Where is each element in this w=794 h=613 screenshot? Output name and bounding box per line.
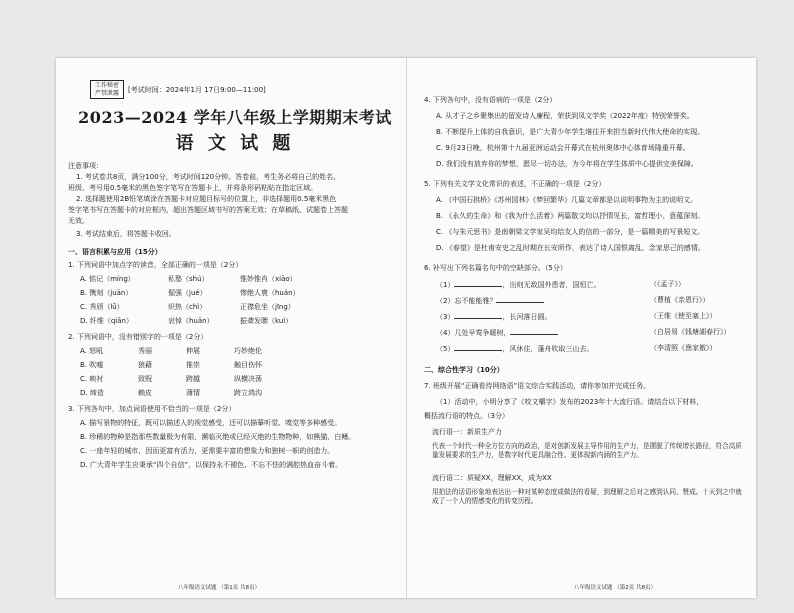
question-stem: 5. 下列有关文学文化常识的表述，不正确的一项是（2分） xyxy=(424,180,606,188)
quote-source: （王维《使至塞上》） xyxy=(650,312,717,320)
question-stem: 3. 下列各句中，加点词语使用不恰当的一项是（2分） xyxy=(68,405,236,413)
question-stem: 7. 班级开展“正确看待网络语”语文综合实践活动，请你参加并完成任务。 xyxy=(424,382,651,390)
item-number: （1） xyxy=(436,281,455,289)
question-stem: 2. 下列词语中，没有错别字的一项是（2分） xyxy=(68,333,208,341)
task-text: （1）活动中，小明分享了《咬文嚼字》发布的2023年十大流行语。请结合以下材料， xyxy=(436,398,704,406)
line-text: 几处早莺争暖树， xyxy=(454,329,511,337)
notice-line: 2. 选择题使用2B铅笔填涂在答题卡对应题目标号的位置上，非选择题用0.5毫米黑色 xyxy=(76,195,337,203)
quote-source: （《孟子》） xyxy=(650,280,685,288)
notice-line: 1. 考试卷共8页，满分100分，考试时间120分钟。答卷前，考生务必将自己的姓名、 xyxy=(76,173,341,181)
fill-blank-line xyxy=(436,296,544,306)
option: A. 怒吼 xyxy=(80,347,104,355)
item-title: 流行语二：质疑XX，理解XX，成为XX xyxy=(432,474,552,482)
exam-time: [考试时间：2024年1月 17日9:00—11:00] xyxy=(128,86,266,94)
item-number: （3） xyxy=(436,313,455,321)
answer-blank[interactable] xyxy=(454,312,502,319)
quote-source: （白居易《钱塘湖春行》） xyxy=(650,328,731,336)
option: D. 《春望》是杜甫安史之乱时期在长安所作，表达了诗人国恨离乱、念家思己的感情。 xyxy=(436,244,705,252)
item-number: （5） xyxy=(436,345,455,353)
quote-source: （李清照《渔家傲》） xyxy=(650,344,717,352)
option: 哀悼（huān） xyxy=(168,317,214,325)
option: D. 广大青年学生应秉承“四个自信”，以保持永不褪色、不忘不怯的满腔热血奋斗着。 xyxy=(80,461,343,469)
option: B. 《永久的生命》和《我为什么活着》两篇散文均以抒情见长，富哲理小、意蕴深刻。 xyxy=(436,212,705,220)
option: A. 描写景物的特征，既可以描述人的视觉感受，还可以描摹听觉、嗅觉等多种感受。 xyxy=(80,419,342,427)
option: 私塾（shú） xyxy=(168,275,209,283)
fill-blank-line xyxy=(436,280,600,290)
task-text: 概括流行语的特点。（3分） xyxy=(424,412,509,420)
seal-line: 严禁泄露 xyxy=(94,89,119,97)
answer-blank[interactable] xyxy=(454,344,502,351)
option: 赖皮 xyxy=(138,389,152,397)
option: 正襟危坐（jīng） xyxy=(240,303,295,311)
fill-blank-line xyxy=(436,344,593,354)
confidential-seal xyxy=(90,80,124,99)
notice-heading: 注意事项： xyxy=(68,162,103,170)
question-stem: 4. 下列各句中，没有语病的一项是（2分） xyxy=(424,96,557,104)
item-number: （2） xyxy=(436,297,455,305)
option: 秀丽 xyxy=(138,347,152,355)
option: C. 映衬 xyxy=(80,375,104,383)
option: B. 镌刻（juān） xyxy=(80,289,133,297)
option: 惟妙惟肖（xiāo） xyxy=(240,275,297,283)
option: 伸展 xyxy=(186,347,200,355)
exam-sheet xyxy=(56,58,756,598)
seal-line: 工作秘密 xyxy=(94,82,119,89)
item-body: 代表一个时代一种全方位方向的政治，是对创新发展主导作用的生产力，是摆脱了传统增长路径，符合高质量发展要求的生产力，是数字时代更具融合性、更体现新内涵的生产力。 xyxy=(432,442,742,459)
item-title: 流行语一：新质生产力 xyxy=(432,428,502,436)
page-footer: 八年级语文试题 （第1页 共8页） xyxy=(178,584,260,591)
option: D. 缔造 xyxy=(80,389,104,397)
option: 炽热（chì） xyxy=(168,303,207,311)
answer-blank[interactable] xyxy=(496,296,544,303)
question-stem: 6. 补写出下列名篇名句中的空缺部分。（5分） xyxy=(424,264,567,272)
fill-blank-line xyxy=(436,312,551,322)
page-footer: 八年级语文试题 （第2页 共8页） xyxy=(574,584,656,591)
quote-source: （曹植《亲恩行》） xyxy=(650,296,710,304)
right-page xyxy=(424,68,750,596)
option: A. 铭记（míng） xyxy=(80,275,135,283)
option: 振聋发聩（kuì） xyxy=(240,317,293,325)
option: D. 纤维（qiān） xyxy=(80,317,133,325)
fill-blank-line xyxy=(436,328,558,338)
option: 巧妙绝伦 xyxy=(234,347,262,355)
notice-line: 签字笔书写在答题卡的对应框内，超出答题区域书写的答案无效；在草稿纸、试题卷上答题 xyxy=(68,206,348,214)
notice-line: 无效。 xyxy=(68,217,89,225)
option: 推崇 xyxy=(186,361,200,369)
section-heading: 二、综合性学习（10分） xyxy=(424,366,504,374)
option: B. 吹嘘 xyxy=(80,361,104,369)
exam-subtitle: 语 文 试 题 xyxy=(175,133,295,154)
answer-blank[interactable] xyxy=(510,328,558,335)
option: B. 珍稀的物种是指那些数量极为有限，濒临灭绝或已经灭绝的生物物种，如熊猫、白鳍。 xyxy=(80,433,356,441)
option: 跨越 xyxy=(186,375,200,383)
answer-blank[interactable] xyxy=(454,280,502,287)
option: C. 《与朱元思书》是南朝梁文学家吴均给友人的信的一部分，是一篇精美的写景短文。 xyxy=(436,228,705,236)
exam-title: 2023—2024 学年八年级上学期期末考试 xyxy=(78,108,392,127)
option: C. 9月23日晚，杭州第十九届亚洲运动会开幕式在杭州奥体中心体育场隆重开幕。 xyxy=(436,144,690,152)
item-body: 用拍法的话语形象地表达出一种对某种态度或做法的看疑，到理解之后对之感到认同、赞成。十天到之中就成了一个人的情感变化的转变历程。 xyxy=(432,488,742,505)
option: 惨绝人寰（huán） xyxy=(240,289,300,297)
line-text: 忘不能能雅？ xyxy=(454,297,497,305)
option: D. 我们没有放弃你的梦想，愿尽一切办法，为今年将在学生体质中心提供完美保障。 xyxy=(436,160,698,168)
option: 致贶 xyxy=(138,375,152,383)
option: 纵横决荡 xyxy=(234,375,262,383)
line-text: ，风休住，蓬舟吹取三山去。 xyxy=(502,345,594,353)
line-text: ，出则无敌国外患者，国恒亡。 xyxy=(502,281,601,289)
question-stem: 1. 下列词语中加点字的读音，全部正确的一项是（2分） xyxy=(68,261,243,269)
option: 跨立鸿沟 xyxy=(234,389,262,397)
option: 倔强（jué） xyxy=(168,289,207,297)
section-heading: 一、语言积累与应用（15分） xyxy=(68,248,162,256)
option: A. 《中国石拱桥》《苏州园林》《梦回繁华》几篇文章都是以说明事物为主的说明文。 xyxy=(436,196,698,204)
notice-line: 班级、考号用0.5毫米的黑色签字笔写在答题卡上，并将条形码粘贴在指定区域。 xyxy=(68,184,318,192)
notice-line: 3. 考试结束后，将答题卡收回。 xyxy=(76,230,176,238)
option: C. 秀颀（lǚ） xyxy=(80,303,124,311)
option: 薄情 xyxy=(186,389,200,397)
option: A. 从才子之乡聚集出的留发诗人廉程，荣获到凤文学奖（2022年度）特别荣誉奖。 xyxy=(436,112,694,120)
option: 触目伤怀 xyxy=(234,361,262,369)
option: B. 不断提升上体的自我意识，是广大青少年学生继往开来担当新时代伟大使命的实现。 xyxy=(436,128,705,136)
item-number: （4） xyxy=(436,329,455,337)
page-fold-line xyxy=(406,58,407,598)
left-page xyxy=(68,68,402,596)
option: C. 一座年轻的城市，因而更富有活力，更需要丰富的想象力和独树一帜的创造力。 xyxy=(80,447,335,455)
option: 狼藉 xyxy=(138,361,152,369)
line-text: ，长河落日圆。 xyxy=(502,313,552,321)
